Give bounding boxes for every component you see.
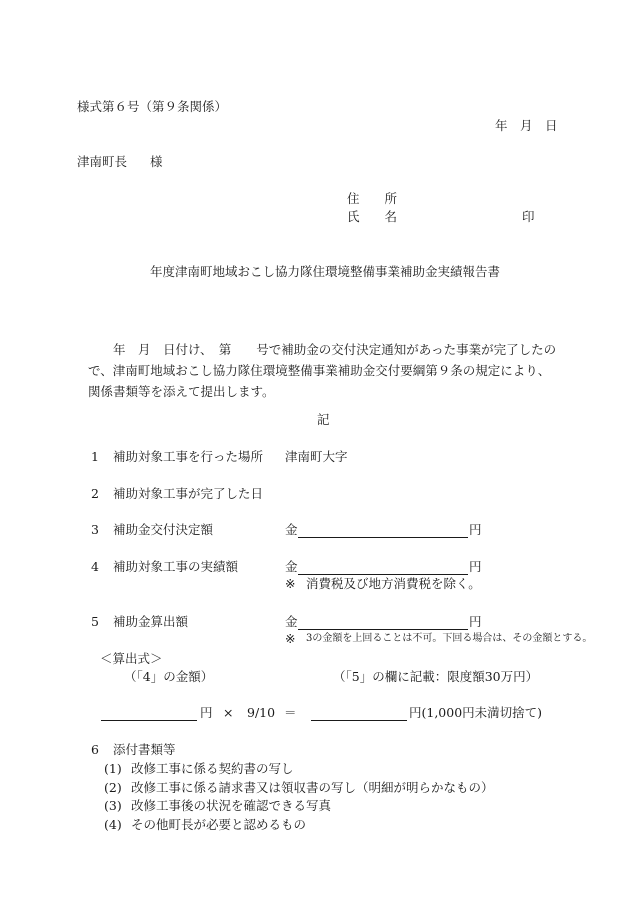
attachment-text: 改修工事後の状況を確認できる写真 bbox=[131, 798, 332, 813]
item4-num: 4 bbox=[91, 559, 99, 574]
attachments-num: 6 bbox=[91, 742, 99, 757]
attachment-num: (4) bbox=[104, 817, 122, 832]
address-label: 住 所 bbox=[347, 191, 398, 206]
document-title: 年度津南町地域おこし協力隊住環境整備事業補助金実績報告書 bbox=[150, 264, 501, 279]
formula-amount-line bbox=[101, 707, 197, 721]
name-label: 氏 名 bbox=[347, 209, 398, 224]
addressee-name: 津南町長 bbox=[77, 154, 128, 169]
item5-suffix: 円 bbox=[469, 614, 482, 629]
item3-label: 補助金交付決定額 bbox=[113, 522, 214, 537]
item3-prefix: 金 bbox=[285, 522, 298, 537]
item5-num: 5 bbox=[91, 614, 99, 629]
item5-label: 補助金算出額 bbox=[113, 614, 189, 629]
item1-label: 補助対象工事を行った場所 bbox=[113, 449, 264, 464]
item2-num: 2 bbox=[91, 486, 99, 501]
item4-note-mark: ※ bbox=[285, 576, 296, 591]
item3-amount-line bbox=[298, 524, 468, 538]
attachment-num: (3) bbox=[104, 798, 122, 813]
ki-label: 記 bbox=[317, 412, 330, 427]
form-number: 様式第６号（第９条関係） bbox=[77, 99, 228, 114]
item5-prefix: 金 bbox=[285, 614, 298, 629]
item4-suffix: 円 bbox=[469, 559, 482, 574]
attachment-text: その他町長が必要と認めるもの bbox=[131, 817, 307, 832]
date-day: 日 bbox=[545, 118, 558, 133]
item1-num: 1 bbox=[91, 449, 99, 464]
formula-left-caption: （「4」の金額） bbox=[124, 669, 214, 684]
formula-result-line bbox=[311, 707, 407, 721]
formula-heading: ＜算出式＞ bbox=[100, 651, 163, 666]
item4-prefix: 金 bbox=[285, 559, 298, 574]
item4-note: 消費税及び地方消費税を除く。 bbox=[306, 576, 481, 591]
seal-mark: 印 bbox=[522, 209, 535, 224]
formula-right-caption: （「5」の欄に記載：限度額30万円） bbox=[333, 669, 539, 684]
date-month: 月 bbox=[520, 118, 533, 133]
attachment-text: 改修工事に係る請求書又は領収書の写し（明細が明らかなもの） bbox=[131, 780, 494, 795]
attachment-text: 改修工事に係る契約書の写し bbox=[131, 761, 294, 776]
attachments-heading: 添付書類等 bbox=[113, 742, 176, 757]
item3-suffix: 円 bbox=[469, 522, 482, 537]
attachment-num: (2) bbox=[104, 780, 122, 795]
item1-value: 津南町大字 bbox=[285, 449, 348, 464]
body-paragraph: 年 月 日付け、 第 号で補助金の交付決定通知があった事業が完了したので、津南町地域おこし協力隊住環境整備事業補助金交付要綱第９条の規定により、関係書類等を添えて提出します。 bbox=[88, 342, 557, 399]
addressee-honorific: 様 bbox=[150, 154, 163, 169]
formula-yen: 円 bbox=[200, 705, 213, 720]
item5-amount-line bbox=[298, 616, 468, 630]
formula-ratio: 9/10 bbox=[247, 705, 276, 720]
date-year: 年 bbox=[495, 118, 508, 133]
item4-label: 補助対象工事の実績額 bbox=[113, 559, 239, 574]
formula-times: × bbox=[223, 705, 234, 720]
item2-label: 補助対象工事が完了した日 bbox=[113, 486, 264, 501]
item5-note: 3の金額を上回ることは不可。下回る場合は、その金額とする。 bbox=[306, 633, 593, 644]
formula-equals: ＝ bbox=[284, 705, 297, 720]
item4-amount-line bbox=[298, 561, 468, 575]
formula-result-suffix: 円(1,000円未満切捨て) bbox=[409, 705, 543, 720]
item5-note-mark: ※ bbox=[285, 631, 296, 646]
attachment-num: (1) bbox=[104, 761, 122, 776]
item3-num: 3 bbox=[91, 522, 99, 537]
